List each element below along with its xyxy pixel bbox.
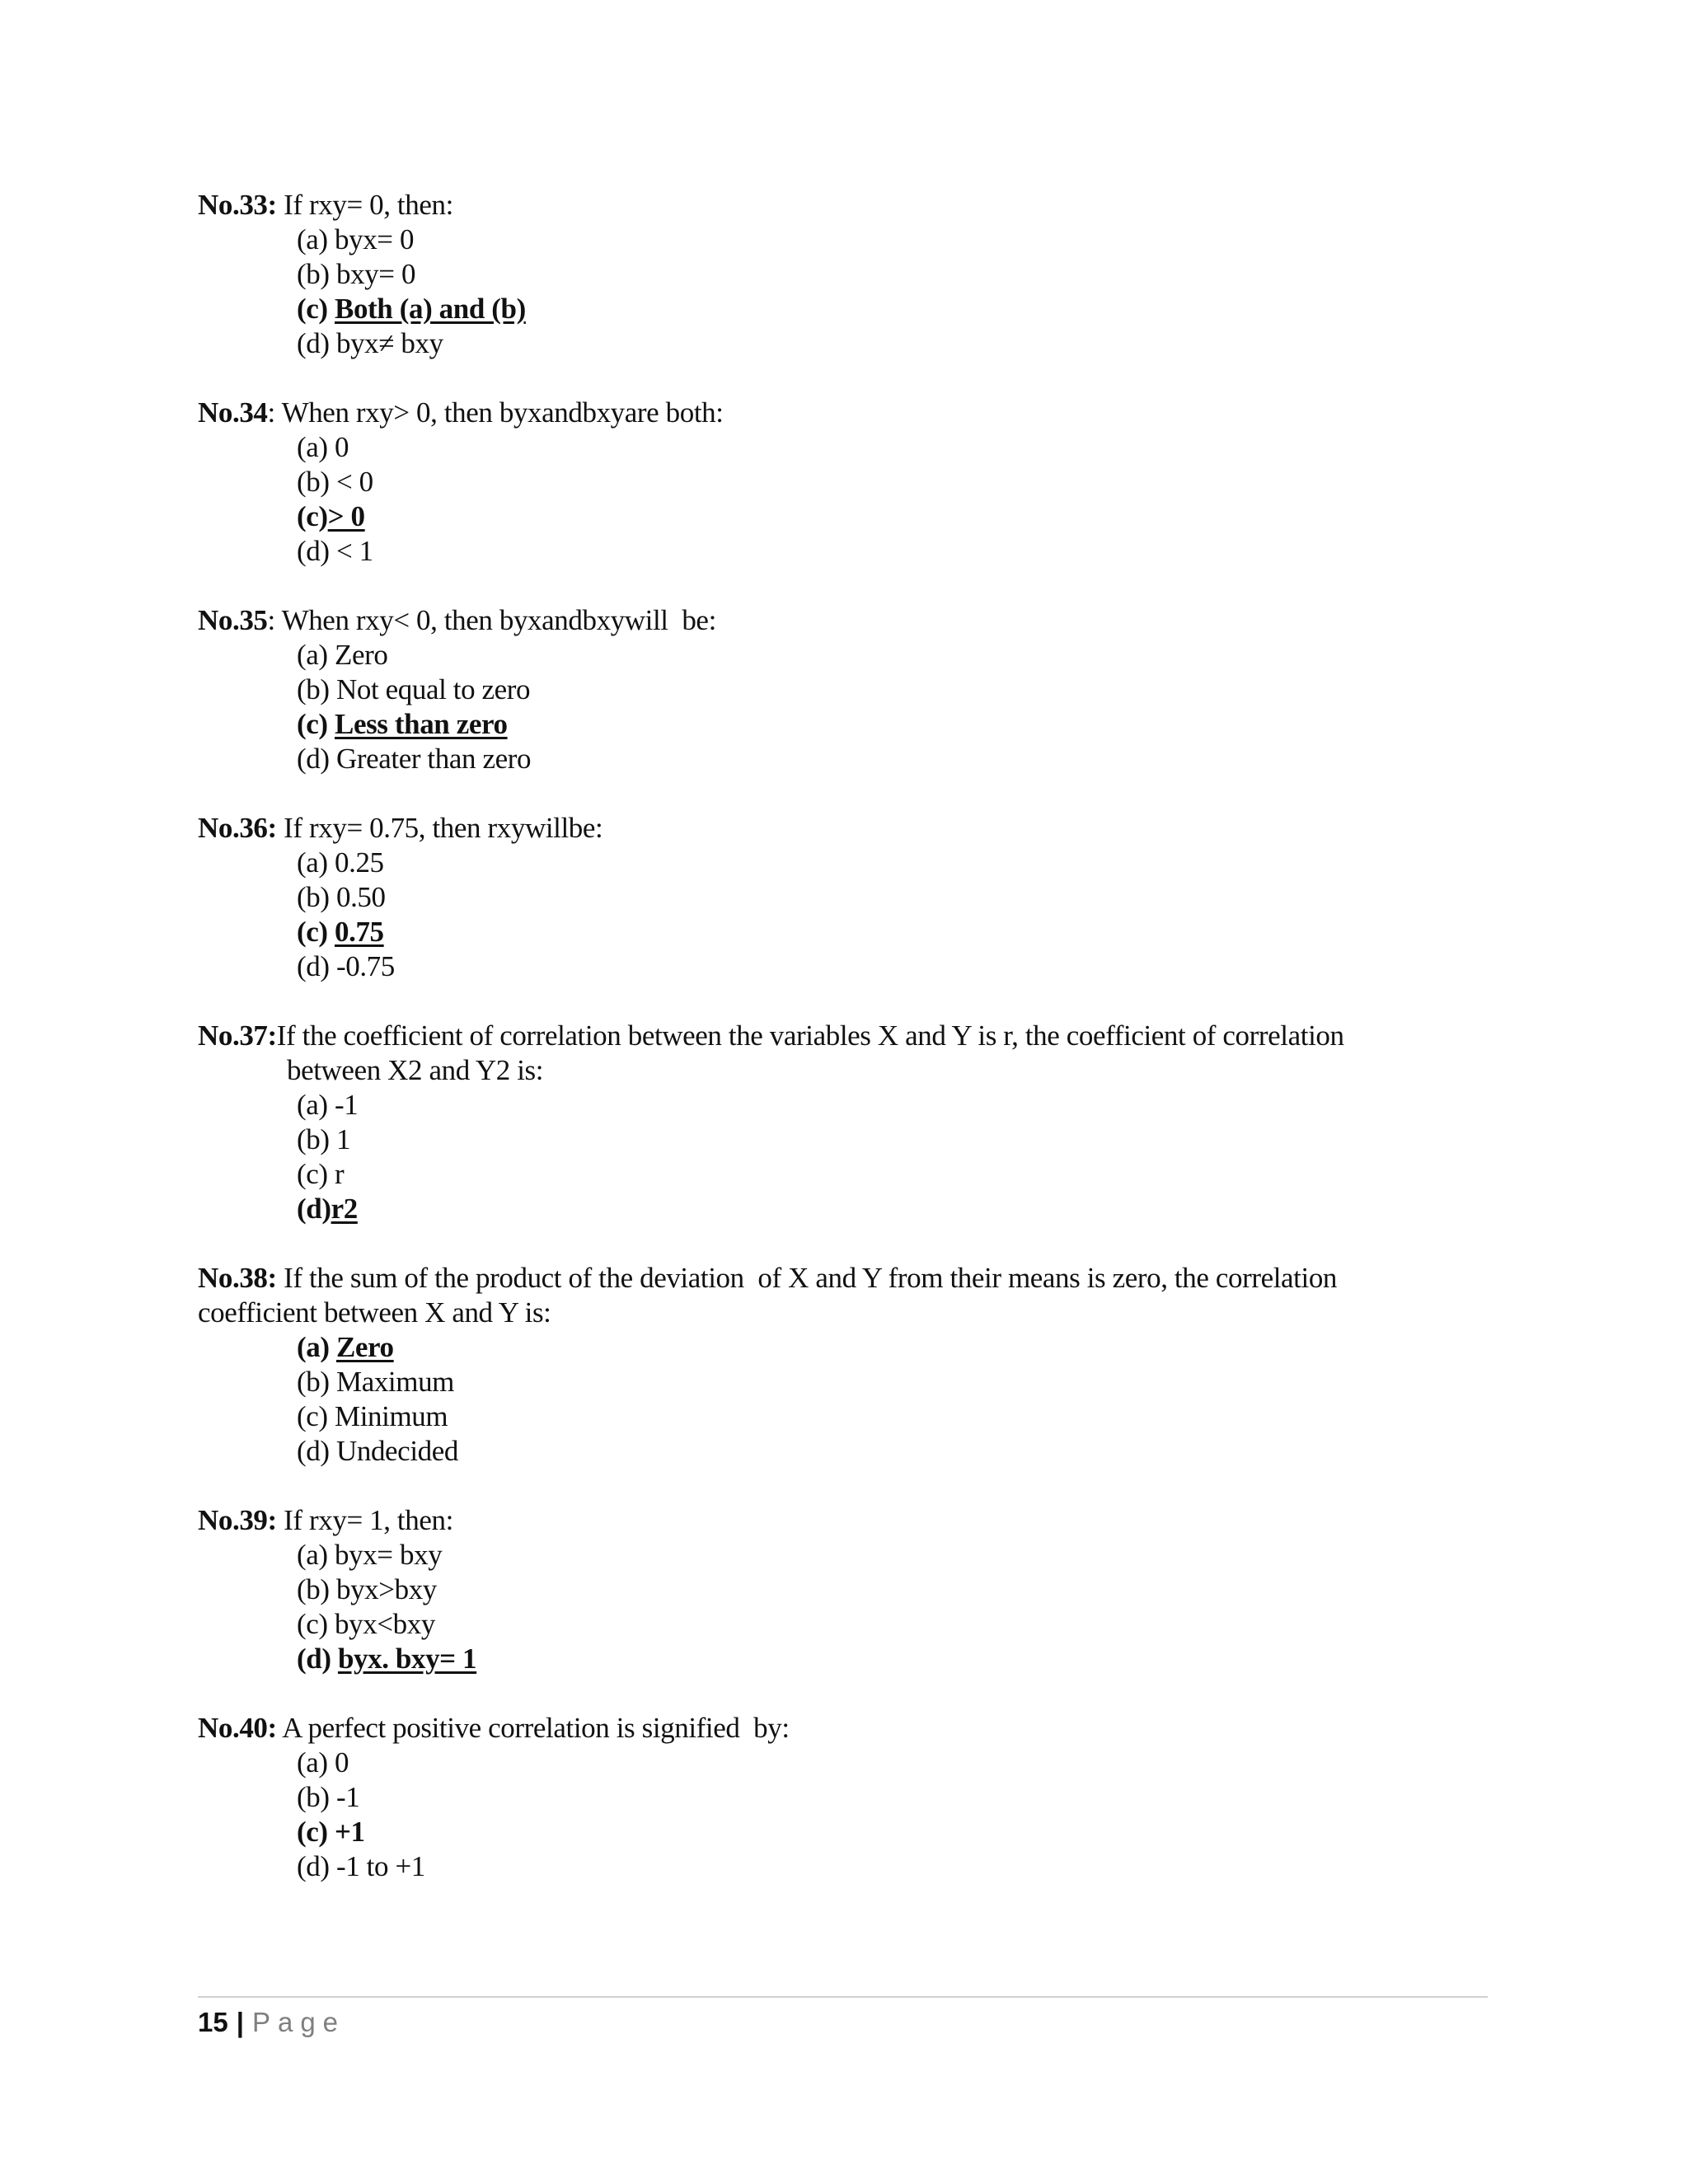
option-label: 0.25 <box>335 846 384 879</box>
option <box>297 1572 1500 1607</box>
option-prefix: (c) <box>297 500 328 532</box>
option-label: -0.75 <box>335 950 395 982</box>
option-label: > 0 <box>327 500 365 532</box>
option <box>297 742 1500 776</box>
option-prefix: (b) <box>297 1366 336 1398</box>
page-label: Page <box>251 2007 346 2037</box>
option-label: byx≠ bxy <box>335 327 443 359</box>
option-list <box>198 846 1500 984</box>
option-label: byx<bxy <box>335 1608 435 1640</box>
option-label: r <box>335 1158 345 1190</box>
option-label: 0 <box>335 431 349 463</box>
option-label: < 1 <box>335 535 373 567</box>
option-prefix: (c) <box>297 708 335 740</box>
question-text: If rxy= 0.75, then rxywillbe: <box>276 812 603 844</box>
answer-option <box>297 915 1500 949</box>
option-label: Minimum <box>335 1400 448 1432</box>
option-prefix: (b) <box>297 466 336 498</box>
question-number: No.40: <box>198 1712 277 1744</box>
option-prefix: (b) <box>297 1573 336 1605</box>
option <box>297 949 1500 984</box>
option-prefix: (a) <box>297 431 335 463</box>
option-prefix: (d) <box>297 535 336 567</box>
option-label: byx>bxy <box>335 1573 437 1605</box>
answer-option <box>297 292 1500 326</box>
option-list <box>198 1538 1500 1676</box>
option-label: 1 <box>335 1123 351 1155</box>
question-text: : When rxy< 0, then byxandbxywill be: <box>267 604 716 636</box>
answer-option <box>297 1330 1500 1365</box>
option <box>297 1780 1500 1815</box>
option-label: Undecided <box>335 1435 458 1467</box>
question-text: If rxy= 1, then: <box>276 1504 453 1536</box>
option-prefix: (d) <box>297 1435 336 1467</box>
question-stem <box>198 188 1500 223</box>
footer-separator: | <box>236 2007 244 2037</box>
question-stem <box>198 1503 1500 1538</box>
question-stem <box>198 1261 1500 1296</box>
option-label: Zero <box>335 639 388 671</box>
option-prefix: (b) <box>297 673 336 705</box>
question-number: No.35 <box>198 604 268 636</box>
question-text: A perfect positive correlation is signified by: <box>276 1712 790 1744</box>
question-35 <box>198 603 1500 776</box>
question-number: No.34 <box>198 396 268 429</box>
footer-divider <box>198 1996 1488 1998</box>
option-label: -1 <box>335 1089 359 1121</box>
option-prefix: (d) <box>297 1193 331 1225</box>
option-prefix: (d) <box>297 1643 338 1675</box>
question-39 <box>198 1503 1500 1676</box>
option-list <box>198 638 1500 776</box>
question-stem <box>198 1019 1500 1053</box>
question-number: No.37: <box>198 1019 277 1052</box>
option-list <box>198 1746 1500 1884</box>
option <box>297 846 1500 880</box>
question-text-continued: coefficient between X and Y is: <box>198 1296 551 1329</box>
option <box>297 223 1500 257</box>
option-prefix: (c) <box>297 1608 335 1640</box>
option-label: Not equal to zero <box>335 673 531 705</box>
option-label: 0 <box>335 1746 349 1779</box>
option-prefix: (b) <box>297 1123 336 1155</box>
option-prefix: (c) <box>297 293 335 325</box>
option-prefix: (d) <box>297 1850 336 1882</box>
question-34 <box>198 396 1500 569</box>
question-number: No.39: <box>198 1504 277 1536</box>
question-text: : When rxy> 0, then byxandbxyare both: <box>267 396 724 429</box>
option <box>297 673 1500 707</box>
option <box>297 638 1500 673</box>
question-number: No.38: <box>198 1262 277 1294</box>
answer-option <box>297 1642 1500 1676</box>
option-label: Less than zero <box>335 708 508 740</box>
option-label: byx= bxy <box>335 1539 443 1571</box>
question-40 <box>198 1711 1500 1884</box>
question-text: If rxy= 0, then: <box>276 189 453 221</box>
option-prefix: (b) <box>297 881 336 913</box>
option-label: -1 to +1 <box>335 1850 425 1882</box>
option <box>297 430 1500 465</box>
question-33 <box>198 188 1500 361</box>
answer-option <box>297 1815 1500 1849</box>
option-label: byx= 0 <box>335 223 415 255</box>
option <box>297 1088 1500 1122</box>
option-prefix: (a) <box>297 639 335 671</box>
option <box>297 1399 1500 1434</box>
option-label: 0.50 <box>335 881 386 913</box>
question-number: No.36: <box>198 812 277 844</box>
answer-option <box>297 707 1500 742</box>
option-prefix: (d) <box>297 950 336 982</box>
page-footer <box>198 2006 345 2039</box>
question-38 <box>198 1261 1500 1469</box>
option-prefix: (a) <box>297 1539 335 1571</box>
option-prefix: (c) <box>297 1400 335 1432</box>
question-stem <box>198 396 1500 430</box>
question-37 <box>198 1019 1500 1226</box>
option-prefix: (c) <box>297 1158 335 1190</box>
question-text: If the coefficient of correlation between the variables X and Y is r, the coefficient of correlation <box>276 1019 1344 1052</box>
question-text-continued: between X2 and Y2 is: <box>287 1054 544 1086</box>
option-list <box>198 1330 1500 1469</box>
option-label: byx. bxy= 1 <box>337 1643 477 1675</box>
option <box>297 257 1500 292</box>
option-label: Maximum <box>335 1366 454 1398</box>
option-label: r2 <box>331 1193 358 1225</box>
option-label: -1 <box>335 1781 360 1813</box>
option <box>297 1365 1500 1399</box>
option-list <box>198 223 1500 361</box>
option-label: Greater than zero <box>335 743 532 775</box>
option <box>297 534 1500 569</box>
question-text: If the sum of the product of the deviation of X and Y from their means is zero, the correlation <box>276 1262 1338 1294</box>
option-prefix: (a) <box>297 223 335 255</box>
question-stem <box>198 1711 1500 1746</box>
option-label: bxy= 0 <box>335 258 416 290</box>
option <box>297 1746 1500 1780</box>
option-prefix: (a) <box>297 846 335 879</box>
option-prefix: (a) <box>297 1746 335 1779</box>
option-label: Zero <box>335 1331 394 1363</box>
answer-option <box>297 499 1500 534</box>
option <box>297 1122 1500 1157</box>
page-number: 15 <box>198 2007 228 2037</box>
option-prefix: (d) <box>297 743 336 775</box>
question-list <box>198 188 1500 1919</box>
option-prefix: (c) <box>297 1816 335 1848</box>
option-prefix: (c) <box>297 916 335 948</box>
option-prefix: (b) <box>297 1781 336 1813</box>
question-stem <box>198 603 1500 638</box>
option <box>297 880 1500 915</box>
option <box>297 465 1500 499</box>
option-label: < 0 <box>335 466 373 498</box>
answer-option <box>297 1192 1500 1226</box>
option <box>297 1434 1500 1469</box>
option <box>297 1157 1500 1192</box>
option-prefix: (a) <box>297 1089 335 1121</box>
option-prefix: (b) <box>297 258 336 290</box>
question-36 <box>198 811 1500 984</box>
option <box>297 1538 1500 1572</box>
option <box>297 1849 1500 1884</box>
option-label: 0.75 <box>335 916 384 948</box>
option-label: Both (a) and (b) <box>335 293 526 325</box>
option-list <box>198 430 1500 569</box>
option-prefix: (d) <box>297 327 336 359</box>
option-list <box>198 1088 1500 1226</box>
option-prefix: (a) <box>297 1331 336 1363</box>
question-number: No.33: <box>198 189 277 221</box>
question-stem <box>198 811 1500 846</box>
option <box>297 326 1500 361</box>
option-label: +1 <box>335 1816 365 1848</box>
option <box>297 1607 1500 1642</box>
